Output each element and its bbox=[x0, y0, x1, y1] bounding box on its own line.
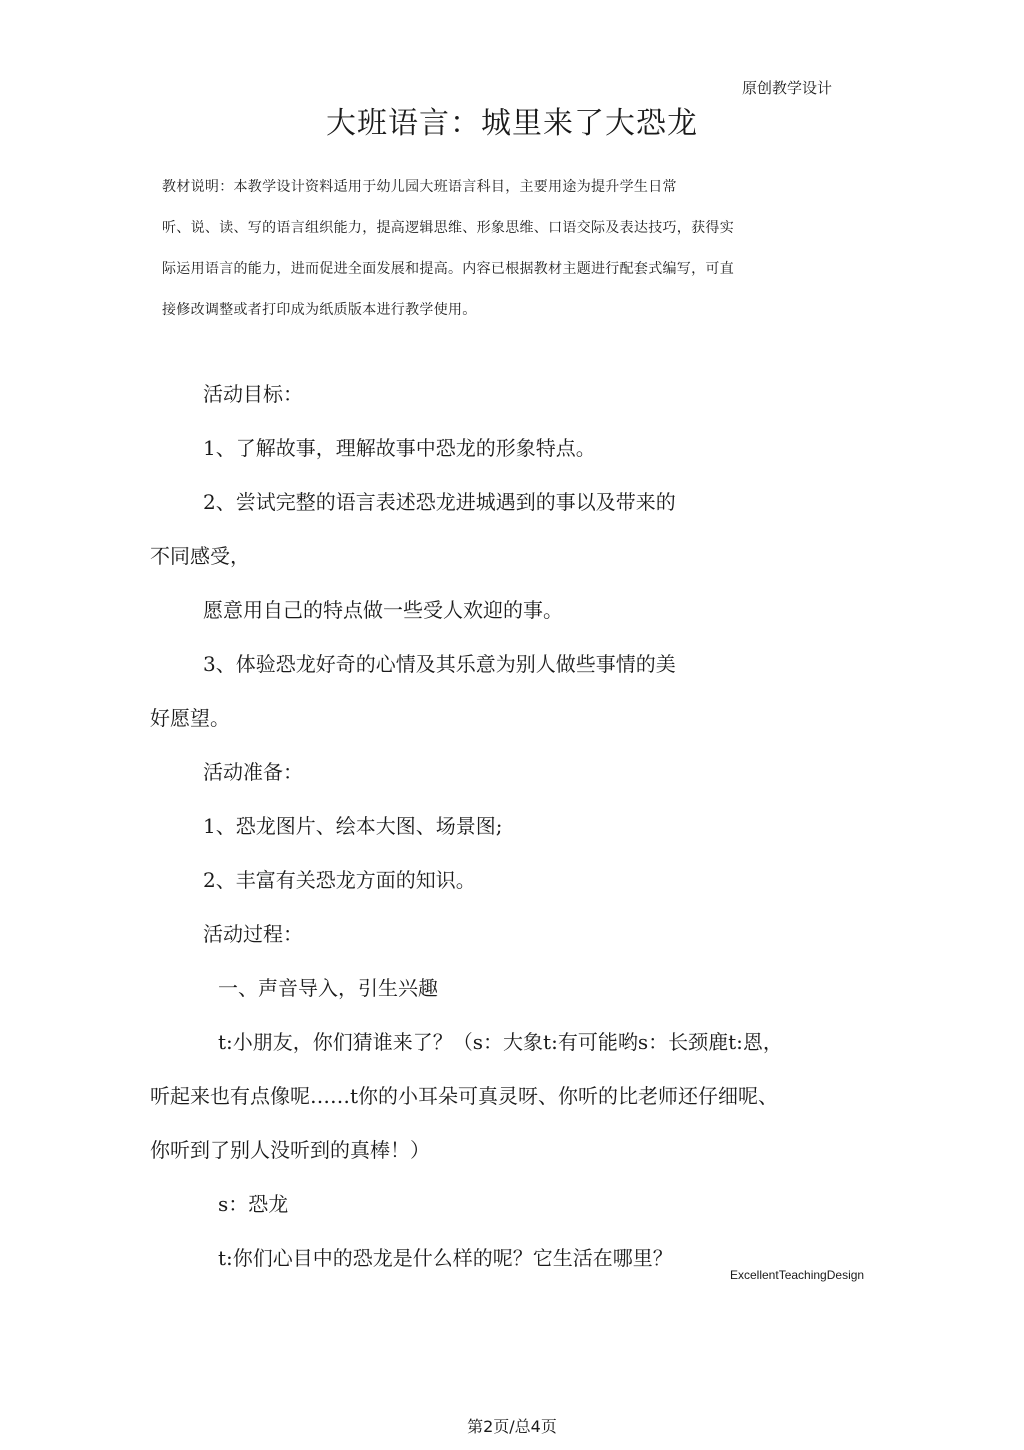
document-title: 大班语言：城里来了大恐龙 bbox=[326, 106, 698, 141]
body-paragraph: 听起来也有点像呢……t你的小耳朵可真灵呀、你听的比老师还仔细呢、 bbox=[150, 1084, 779, 1108]
section-heading-process: 活动过程： bbox=[203, 922, 303, 946]
body-paragraph: t:小朋友，你们猜谁来了？（s：大象t:有可能哟s：长颈鹿t:恩， bbox=[218, 1030, 783, 1054]
description-line: 教材说明：本教学设计资料适用于幼儿园大班语言科目，主要用途为提升学生日常 bbox=[162, 179, 677, 195]
section-heading-preparation: 活动准备： bbox=[203, 760, 303, 784]
description-line: 接修改调整或者打印成为纸质版本进行教学使用。 bbox=[162, 302, 477, 318]
body-paragraph: 1、恐龙图片、绘本大图、场景图; bbox=[203, 814, 503, 838]
body-paragraph: 1、了解故事，理解故事中恐龙的形象特点。 bbox=[203, 436, 596, 460]
body-paragraph: 愿意用自己的特点做一些受人欢迎的事。 bbox=[203, 598, 563, 622]
body-paragraph: 你听到了别人没听到的真棒！） bbox=[150, 1138, 430, 1162]
footer-tagline: ExcellentTeachingDesign bbox=[730, 1268, 865, 1282]
page-number: 第2页/总4页 bbox=[467, 1417, 557, 1436]
description-line: 听、说、读、写的语言组织能力，提高逻辑思维、形象思维、口语交际及表达技巧，获得实 bbox=[162, 220, 734, 236]
subsection-heading: 一、声音导入，引生兴趣 bbox=[218, 976, 438, 1000]
header-tag: 原创教学设计 bbox=[742, 79, 833, 97]
description-line: 际运用语言的能力，进而促进全面发展和提高。内容已根据教材主题进行配套式编写，可直 bbox=[162, 261, 734, 277]
body-paragraph: t:你们心目中的恐龙是什么样的呢？它生活在哪里？ bbox=[218, 1246, 673, 1270]
body-paragraph: 3、体验恐龙好奇的心情及其乐意为别人做些事情的美 bbox=[203, 652, 676, 676]
section-heading-goals: 活动目标： bbox=[203, 382, 303, 406]
body-paragraph: 不同感受， bbox=[150, 544, 250, 568]
body-paragraph: s：恐龙 bbox=[218, 1192, 289, 1216]
body-paragraph: 2、尝试完整的语言表述恐龙进城遇到的事以及带来的 bbox=[203, 490, 676, 514]
body-paragraph: 2、丰富有关恐龙方面的知识。 bbox=[203, 868, 476, 892]
body-paragraph: 好愿望。 bbox=[150, 706, 230, 730]
